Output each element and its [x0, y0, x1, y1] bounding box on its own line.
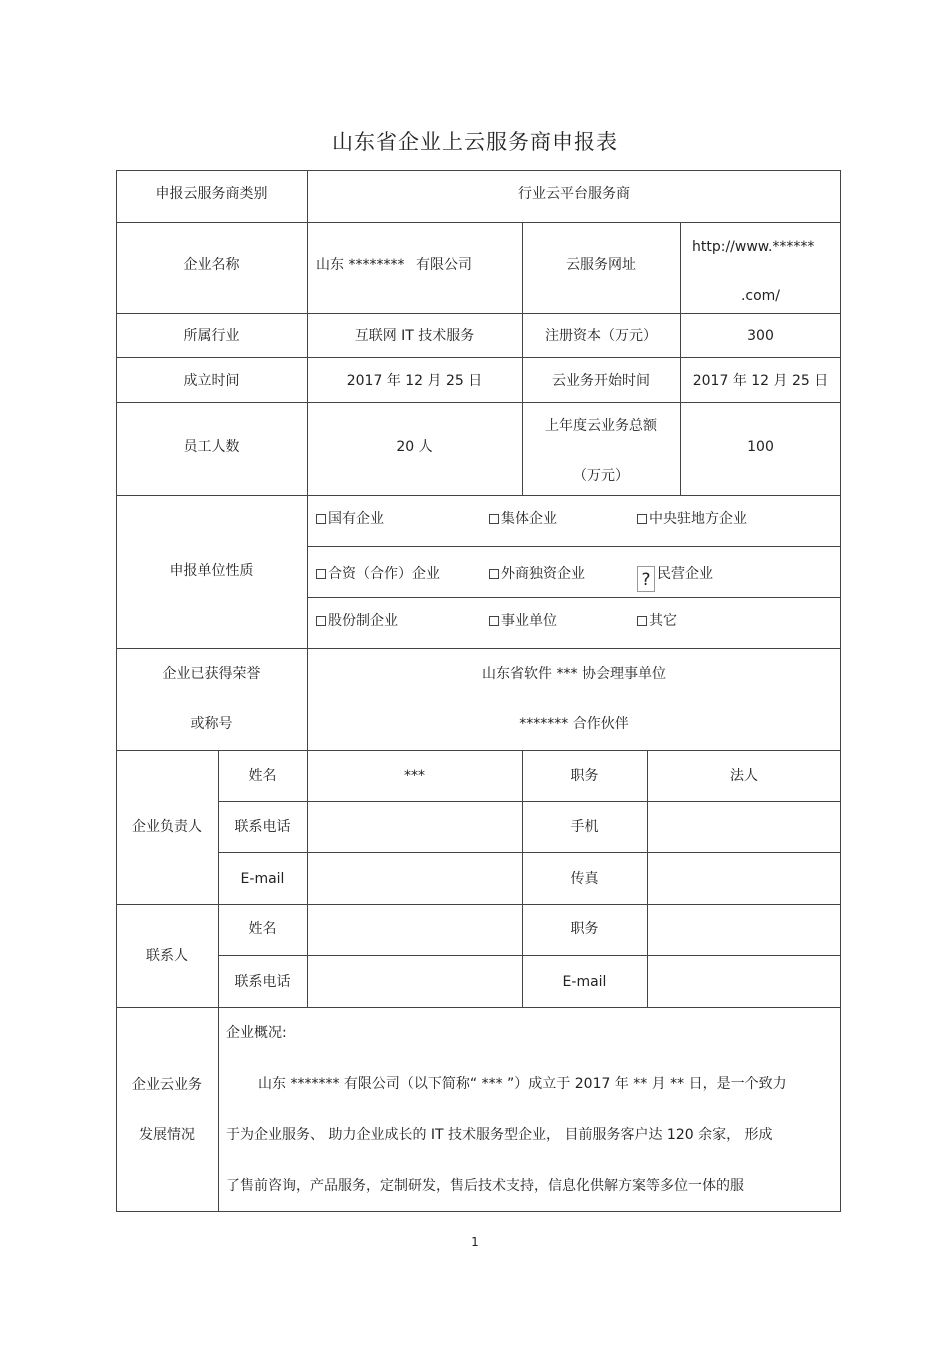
leader-fax-label: 传真 [570, 871, 599, 887]
cloud-start-value: 2017 年 12 月 25 日 [692, 373, 829, 389]
contact-name-label: 姓名 [248, 921, 277, 937]
development-paragraph-line3: 了售前咨询，产品服务，定制研发，售后技术支持，信息化供解方案等多位一体的服 [226, 1178, 744, 1194]
checkbox-icon [637, 514, 647, 524]
nature-option-collective[interactable]: 集体企业 [489, 510, 557, 528]
revenue-label-line1: 上年度云业务总额 [545, 418, 657, 434]
leader-name-label: 姓名 [248, 768, 277, 784]
development-label-line2: 发展情况 [139, 1127, 195, 1143]
industry-value: 互联网 IT 技术服务 [354, 328, 475, 344]
founded-value: 2017 年 12 月 25 日 [346, 373, 483, 389]
development-heading: 企业概况: [226, 1025, 287, 1041]
honors-value-line1: 山东省软件 *** 协会理事单位 [482, 666, 666, 682]
honors-label-line1: 企业已获得荣誉 [162, 666, 261, 682]
checkbox-icon [489, 569, 499, 579]
checkbox-icon [316, 514, 326, 524]
nature-option-joint-stock[interactable]: 股份制企业 [316, 612, 398, 630]
nature-label: 申报单位性质 [169, 563, 254, 579]
company-name-prefix: 山东 ******** [316, 257, 405, 273]
row-divider [116, 495, 841, 496]
nature-option-joint-venture[interactable]: 合资（合作）企业 [316, 565, 440, 583]
row-divider [116, 904, 841, 905]
column-divider [307, 170, 308, 750]
page-number: 1 [471, 1235, 479, 1249]
website-line1: http://www.****** [692, 239, 815, 255]
capital-label: 注册资本（万元） [545, 328, 657, 344]
leader-email-label: E-mail [240, 871, 285, 887]
nature-option-private[interactable]: ? 民营企业 [637, 565, 713, 592]
founded-label: 成立时间 [183, 373, 240, 389]
staff-label: 员工人数 [183, 439, 240, 455]
page-title: 山东省企业上云服务商申报表 [332, 130, 618, 154]
leader-mobile-label: 手机 [570, 819, 599, 835]
nature-option-other[interactable]: 其它 [637, 612, 677, 630]
contact-position-label: 职务 [570, 921, 599, 937]
development-label-line1: 企业云业务 [132, 1077, 202, 1093]
category-label: 申报云服务商类别 [155, 186, 268, 202]
nature-option-state-owned[interactable]: 国有企业 [316, 510, 384, 528]
row-divider [116, 1007, 841, 1008]
leader-name-value: *** [404, 768, 425, 784]
column-divider [647, 750, 648, 1007]
honors-label-line2: 或称号 [190, 716, 233, 732]
row-divider [116, 402, 841, 403]
revenue-value: 100 [747, 439, 774, 455]
company-name-label: 企业名称 [183, 257, 240, 273]
company-name-suffix: 有限公司 [416, 257, 472, 273]
row-divider [116, 750, 841, 751]
development-paragraph-line1: 山东 ******* 有限公司（以下简称“ *** ”）成立于 2017 年 ** 月 ** 日，是一个致力 [258, 1076, 787, 1092]
contact-email-label: E-mail [562, 974, 607, 990]
row-divider [218, 955, 841, 956]
checkbox-icon [316, 616, 326, 626]
row-divider [218, 801, 841, 802]
row-divider [116, 357, 841, 358]
leader-position-label: 职务 [570, 768, 599, 784]
row-divider [116, 313, 841, 314]
checkbox-icon [316, 569, 326, 579]
development-paragraph-line2: 于为企业服务、 助力企业成长的 IT 技术服务型企业， 目前服务客户达 120 余家， 形成 [226, 1127, 773, 1143]
nature-option-institution[interactable]: 事业单位 [489, 612, 557, 630]
column-divider [307, 750, 308, 1007]
row-divider [116, 222, 841, 223]
website-label: 云服务网址 [566, 257, 636, 273]
row-divider [218, 852, 841, 853]
row-divider [307, 597, 841, 598]
row-divider [307, 546, 841, 547]
staff-value: 20 人 [396, 439, 433, 455]
row-divider [116, 648, 841, 649]
nature-option-central[interactable]: 中央驻地方企业 [637, 510, 747, 528]
checked-mark-icon: ? [637, 566, 655, 592]
industry-label: 所属行业 [183, 328, 240, 344]
leader-phone-label: 联系电话 [234, 819, 291, 835]
nature-option-foreign-owned[interactable]: 外商独资企业 [489, 565, 585, 583]
checkbox-icon [637, 616, 647, 626]
checkbox-icon [489, 514, 499, 524]
leader-label: 企业负责人 [132, 819, 202, 835]
leader-position-value: 法人 [730, 768, 758, 784]
revenue-label-line2: （万元） [573, 468, 629, 484]
capital-value: 300 [747, 328, 774, 344]
website-line2: .com/ [740, 288, 781, 304]
checkbox-icon [489, 616, 499, 626]
contact-label: 联系人 [146, 948, 188, 964]
contact-phone-label: 联系电话 [234, 974, 291, 990]
honors-value-line2: ******* 合作伙伴 [519, 716, 629, 732]
cloud-start-label: 云业务开始时间 [552, 373, 650, 389]
category-value: 行业云平台服务商 [518, 186, 630, 202]
